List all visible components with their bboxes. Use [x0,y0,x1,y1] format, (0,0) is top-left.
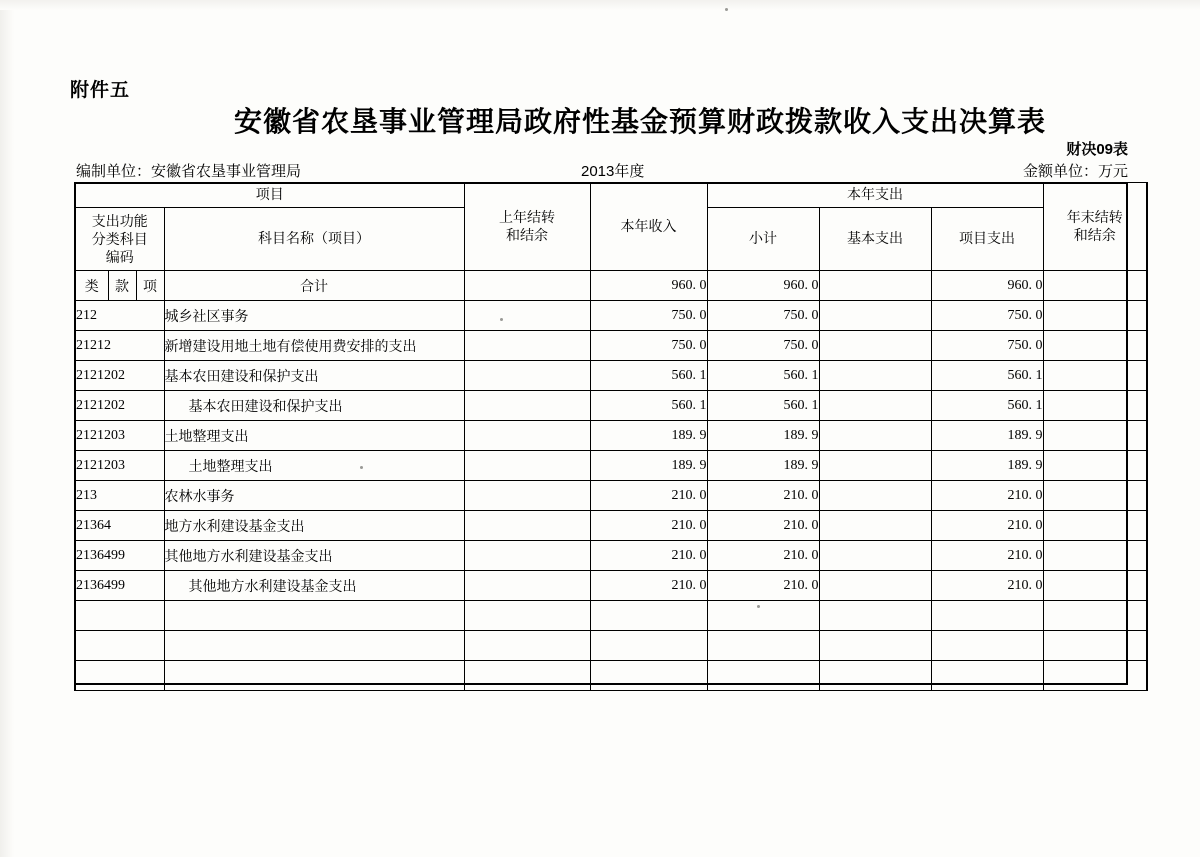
cell-subtotal [707,661,819,691]
header-code-line2: 分类科目 [91,230,148,247]
cell-income-current: 210. 0 [590,571,707,601]
cell-subject-name [164,631,464,661]
header-expense-function-code [75,208,164,271]
header-subject-name: 科目名称（项目） [164,208,464,271]
cell-income-current: 750. 0 [590,301,707,331]
cell-income-current: 560. 1 [590,391,707,421]
cell-subject-name: 城乡社区事务 [164,301,464,331]
cell-basic-expense [819,631,931,661]
cell-carryover-prev [464,391,590,421]
cell-subtotal: 210. 0 [707,571,819,601]
cell-income-current: 189. 9 [590,451,707,481]
cell-income-current: 750. 0 [590,331,707,361]
row-total-name: 合计 [164,271,464,301]
row-total-project: 960. 0 [931,271,1043,301]
table-row [75,661,1147,691]
cell-subtotal [707,601,819,631]
cell-project-expense [931,631,1043,661]
header-carryover-end-line1: 年末结转 [1066,209,1123,225]
cell-basic-expense [819,541,931,571]
table-body [75,301,1147,691]
cell-subject-name: 其他地方水利建设基金支出 [164,571,464,601]
cell-expense-code: 213 [75,481,164,511]
page-title: 安徽省农垦事业管理局政府性基金预算财政拨款收入支出决算表 [233,107,1046,138]
cell-subject-name [164,661,464,691]
cell-income-current [590,661,707,691]
fiscal-year: 2013年度 [581,163,645,180]
table-row [75,391,1147,421]
cell-project-expense: 210. 0 [931,571,1043,601]
cell-basic-expense [819,571,931,601]
cell-subtotal [707,631,819,661]
header-project-expense: 项目支出 [931,208,1043,271]
form-code: 财决09表 [1066,141,1128,158]
header-carryover-prev-line2: 和结余 [506,226,548,243]
table-row [75,631,1147,661]
cell-basic-expense [819,301,931,331]
table-row [75,541,1147,571]
scan-edge-top [0,0,1200,10]
cell-carryover-prev [464,361,590,391]
cell-carryover-prev [464,331,590,361]
row-total-subtotal: 960. 0 [707,271,819,301]
header-carryover-prev-line1: 上年结转 [499,209,555,225]
cell-project-expense: 210. 0 [931,541,1043,571]
cell-project-expense: 210. 0 [931,481,1043,511]
cell-basic-expense [819,331,931,361]
cell-carryover-prev [464,301,590,331]
cell-basic-expense [819,391,931,421]
table-row [75,601,1147,631]
cell-carryover-prev [464,661,590,691]
cell-carryover-prev [464,481,590,511]
cell-carryover-prev [464,601,590,631]
cell-carryover-end [1043,451,1147,481]
cell-basic-expense [819,601,931,631]
cell-expense-code: 2136499 [75,541,164,571]
cell-project-expense [931,601,1043,631]
row-total-income: 960. 0 [590,271,707,301]
cell-expense-code: 2121203 [75,421,164,451]
cell-carryover-prev [464,571,590,601]
row-total-carryover-prev [464,271,590,301]
table-row [75,301,1147,331]
table-row [75,361,1147,391]
cell-project-expense: 560. 1 [931,391,1043,421]
cell-basic-expense [819,511,931,541]
row-total-carryover-end [1043,271,1147,301]
cell-subtotal: 189. 9 [707,421,819,451]
cell-carryover-end [1043,301,1147,331]
cell-carryover-end [1043,601,1147,631]
cell-expense-code: 212 [75,301,164,331]
cell-expense-code [75,631,164,661]
cell-subject-name: 其他地方水利建设基金支出 [164,541,464,571]
meta-row [76,160,1128,180]
cell-subtotal: 750. 0 [707,331,819,361]
cell-project-expense: 189. 9 [931,421,1043,451]
cell-carryover-end [1043,511,1147,541]
cell-basic-expense [819,451,931,481]
cell-carryover-end [1043,421,1147,451]
cell-income-current: 210. 0 [590,541,707,571]
cell-basic-expense [819,361,931,391]
cell-expense-code: 21212 [75,331,164,361]
cell-expense-code [75,661,164,691]
cell-project-expense [931,661,1043,691]
cell-basic-expense [819,481,931,511]
table-row [75,571,1147,601]
cell-subject-name: 基本农田建设和保护支出 [164,391,464,421]
cell-subtotal: 560. 1 [707,391,819,421]
cell-carryover-prev [464,541,590,571]
cell-expense-code: 2121202 [75,391,164,421]
cell-basic-expense [819,661,931,691]
header-class-lei: 类 [75,271,108,301]
cell-carryover-end [1043,541,1147,571]
cell-project-expense: 560. 1 [931,361,1043,391]
header-carryover-prev [464,183,590,271]
cell-subject-name: 基本农田建设和保护支出 [164,361,464,391]
budget-table [74,182,1148,691]
header-basic-expense: 基本支出 [819,208,931,271]
cell-subtotal: 210. 0 [707,481,819,511]
cell-carryover-end [1043,661,1147,691]
table-row [75,481,1147,511]
cell-carryover-end [1043,331,1147,361]
cell-carryover-end [1043,631,1147,661]
cell-subject-name: 土地整理支出 [164,421,464,451]
cell-subtotal: 560. 1 [707,361,819,391]
cell-project-expense: 210. 0 [931,511,1043,541]
cell-carryover-prev [464,631,590,661]
table-row [75,421,1147,451]
cell-subtotal: 210. 0 [707,541,819,571]
cell-subject-name: 土地整理支出 [164,451,464,481]
cell-income-current: 189. 9 [590,421,707,451]
cell-carryover-end [1043,361,1147,391]
cell-carryover-prev [464,511,590,541]
cell-subject-name [164,601,464,631]
header-class-kuan: 款 [108,271,136,301]
cell-carryover-end [1043,571,1147,601]
cell-carryover-end [1043,481,1147,511]
row-total-basic [819,271,931,301]
cell-subtotal: 750. 0 [707,301,819,331]
cell-project-expense: 750. 0 [931,331,1043,361]
header-code-line3: 编码 [105,249,134,266]
cell-subtotal: 210. 0 [707,511,819,541]
cell-income-current [590,601,707,631]
header-subtotal: 小计 [707,208,819,271]
table-header-row-3 [75,271,1147,301]
scan-speck [725,8,728,11]
cell-expense-code [75,601,164,631]
cell-expense-code: 2136499 [75,571,164,601]
cell-subject-name: 地方水利建设基金支出 [164,511,464,541]
header-income-current: 本年收入 [590,183,707,271]
table-row [75,331,1147,361]
cell-carryover-prev [464,421,590,451]
cell-income-current: 210. 0 [590,481,707,511]
cell-income-current: 210. 0 [590,511,707,541]
amount-unit: 金额单位：万元 [1022,163,1128,180]
header-carryover-end [1043,183,1147,271]
cell-carryover-prev [464,451,590,481]
table-row [75,511,1147,541]
cell-expense-code: 2121202 [75,361,164,391]
cell-subject-name: 新增建设用地土地有偿使用费安排的支出 [164,331,464,361]
attachment-label: 附件五 [70,80,131,101]
cell-income-current: 560. 1 [590,361,707,391]
cell-expense-code: 2121203 [75,451,164,481]
cell-subject-name: 农林水事务 [164,481,464,511]
header-class-xiang: 项 [136,271,164,301]
cell-income-current [590,631,707,661]
cell-project-expense: 189. 9 [931,451,1043,481]
header-group-current-expense: 本年支出 [707,183,1043,208]
header-code-line1: 支出功能 [91,212,148,229]
cell-basic-expense [819,421,931,451]
table-row [75,451,1147,481]
cell-carryover-end [1043,391,1147,421]
compiling-unit: 编制单位：安徽省农垦事业管理局 [76,163,302,180]
cell-expense-code: 21364 [75,511,164,541]
header-group-item: 项目 [75,183,464,208]
table-header-row-1 [75,183,1147,208]
cell-subtotal: 189. 9 [707,451,819,481]
header-carryover-end-line2: 和结余 [1073,226,1116,243]
cell-project-expense: 750. 0 [931,301,1043,331]
